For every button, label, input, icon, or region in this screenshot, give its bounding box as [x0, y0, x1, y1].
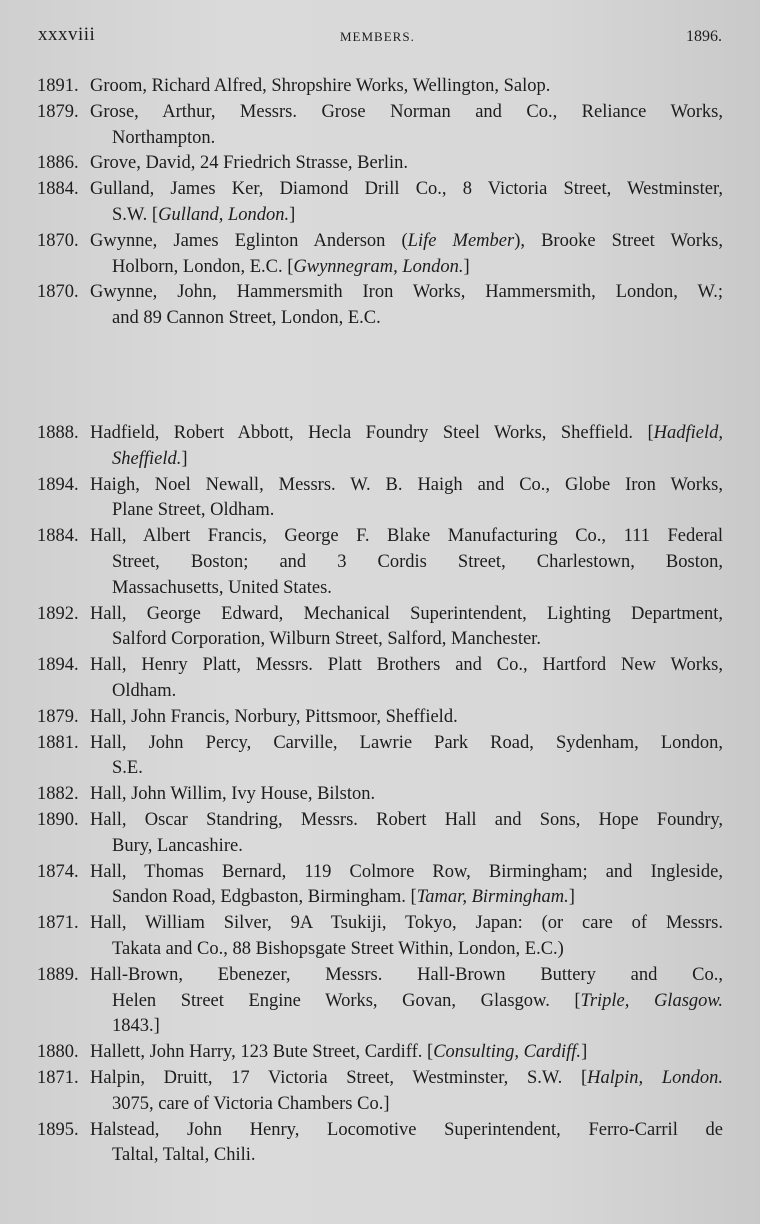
entry-line: 3075, care of Victoria Chambers Co.] — [112, 1093, 390, 1114]
election-year: 1892. — [37, 603, 79, 624]
entry-line: Grose, Arthur, Messrs. Grose Norman and Co., Reliance Works, — [90, 101, 723, 122]
entry-line: Hall, Henry Platt, Messrs. Platt Brothers and Co., Hartford New Works, — [90, 655, 723, 676]
member-entry — [37, 808, 723, 860]
entry-line: Hall, Thomas Bernard, 119 Colmore Row, Birmingham; and Ingleside, — [90, 861, 723, 882]
election-year: 1879. — [37, 706, 79, 727]
entry-line: Hallett, John Harry, 123 Bute Street, Cardiff. [Consulting, Cardiff.] — [90, 1042, 588, 1063]
member-entry — [37, 1118, 723, 1170]
telegraphic-address: Tamar, Birmingham. — [416, 887, 569, 908]
election-year: 1884. — [37, 526, 79, 547]
election-year: 1881. — [37, 732, 79, 753]
entry-line: Sandon Road, Edgbaston, Birmingham. [Tamar, Birmingham.] — [112, 887, 575, 908]
entry-line: Plane Street, Oldham. — [112, 500, 275, 521]
member-entry — [37, 911, 723, 963]
member-entry — [37, 229, 723, 281]
election-year: 1891. — [37, 76, 79, 96]
entry-line: Hall-Brown, Ebenezer, Messrs. Hall-Brown Buttery and Co., — [90, 964, 723, 985]
entry-line: Helen Street Engine Works, Govan, Glasgow. [Triple, Glasgow. — [112, 990, 723, 1011]
election-year: 1886. — [37, 153, 79, 174]
entry-line: Gwynne, James Eglinton Anderson (Life Member), Brooke Street Works, — [90, 230, 723, 251]
election-year: 1894. — [37, 655, 79, 676]
telegraphic-address: Triple, Glasgow. — [580, 990, 723, 1011]
entry-line: S.W. [Gulland, London.] — [112, 204, 296, 225]
telegraphic-address: Halpin, London. — [587, 1067, 723, 1088]
entry-line: 1843.] — [112, 1016, 160, 1037]
member-list-h — [37, 421, 723, 1169]
member-entry — [37, 74, 723, 100]
entry-line: Gwynne, John, Hammersmith Iron Works, Hammersmith, London, W.; — [90, 282, 723, 303]
entry-line: Hall, John Percy, Carville, Lawrie Park Road, Sydenham, London, — [90, 732, 723, 753]
entry-line: Street, Boston; and 3 Cordis Street, Charlestown, Boston, — [112, 551, 723, 572]
entry-line: Sheffield.] — [112, 448, 188, 469]
entry-line: Halstead, John Henry, Locomotive Superintendent, Ferro-Carril de — [90, 1119, 723, 1140]
member-entry — [37, 963, 723, 1040]
entry-line: Hall, Oscar Standring, Messrs. Robert Hall and Sons, Hope Foundry, — [90, 809, 723, 830]
member-entry — [37, 280, 723, 332]
election-year: 1870. — [37, 230, 79, 251]
entry-line: and 89 Cannon Street, London, E.C. — [112, 308, 381, 329]
page-number: xxxviii — [38, 24, 96, 45]
entry-line: Hall, Albert Francis, George F. Blake Manufacturing Co., 111 Federal — [90, 526, 723, 547]
telegraphic-address: Consulting, Cardiff. — [433, 1042, 582, 1063]
member-entry — [37, 653, 723, 705]
member-entry — [37, 705, 723, 731]
election-year: 1890. — [37, 809, 79, 830]
entry-line: Takata and Co., 88 Bishopsgate Street Within, London, E.C.) — [112, 938, 564, 959]
member-entry — [37, 524, 723, 601]
telegraphic-address: Sheffield. — [112, 448, 182, 469]
election-year: 1884. — [37, 179, 79, 200]
entry-line: Gulland, James Ker, Diamond Drill Co., 8 Victoria Street, Westminster, — [90, 179, 723, 200]
entry-line: Oldham. — [112, 680, 177, 701]
entry-line: Hall, John Francis, Norbury, Pittsmoor, Sheffield. — [90, 706, 458, 727]
entry-line: Bury, Lancashire. — [112, 835, 243, 856]
entry-line: S.E. — [112, 758, 143, 779]
entry-line: Grove, David, 24 Friedrich Strasse, Berlin. — [90, 153, 409, 174]
member-entry — [37, 473, 723, 525]
telegraphic-address: Life Member — [407, 230, 515, 251]
entry-line: Holborn, London, E.C. [Gwynnegram, London.] — [112, 256, 470, 277]
member-entry — [37, 782, 723, 808]
member-entry — [37, 151, 723, 177]
election-year: 1889. — [37, 964, 79, 985]
telegraphic-address: Gulland, London. — [158, 204, 290, 225]
election-year: 1880. — [37, 1042, 79, 1063]
member-entry — [37, 100, 723, 152]
member-entry — [37, 860, 723, 912]
member-entry — [37, 1040, 723, 1066]
election-year: 1874. — [37, 861, 79, 882]
member-entry — [37, 421, 723, 473]
election-year: 1888. — [37, 423, 79, 443]
election-year: 1871. — [37, 1067, 79, 1088]
telegraphic-address: Hadfield, — [653, 423, 723, 443]
entry-line: Salford Corporation, Wilburn Street, Salford, Manchester. — [112, 629, 541, 650]
telegraphic-address: Gwynnegram, London. — [293, 256, 464, 277]
member-entry — [37, 602, 723, 654]
member-entry — [37, 1066, 723, 1118]
entry-line: Hall, George Edward, Mechanical Superintendent, Lighting Department, — [90, 603, 723, 624]
member-entry — [37, 731, 723, 783]
election-year: 1895. — [37, 1119, 79, 1140]
election-year: 1871. — [37, 913, 79, 934]
election-year: 1894. — [37, 474, 79, 495]
entry-line: Halpin, Druitt, 17 Victoria Street, Westminster, S.W. [Halpin, London. — [90, 1067, 723, 1088]
entry-line: Northampton. — [112, 127, 216, 148]
entry-line: Taltal, Taltal, Chili. — [112, 1145, 256, 1166]
election-year: 1879. — [37, 101, 79, 122]
entry-line: Hadfield, Robert Abbott, Hecla Foundry Steel Works, Sheffield. [Hadfield, — [90, 423, 723, 443]
election-year: 1882. — [37, 784, 79, 805]
entry-line: Haigh, Noel Newall, Messrs. W. B. Haigh and Co., Globe Iron Works, — [90, 474, 723, 495]
member-list-g — [37, 74, 723, 332]
entry-line: Hall, William Silver, 9A Tsukiji, Tokyo, Japan: (or care of Messrs. — [90, 913, 723, 934]
entry-line: Massachusetts, United States. — [112, 577, 332, 598]
election-year: 1870. — [37, 282, 79, 303]
member-entry — [37, 177, 723, 229]
entry-line: Hall, John Willim, Ivy House, Bilston. — [90, 784, 376, 805]
entry-line: Groom, Richard Alfred, Shropshire Works, Wellington, Salop. — [90, 76, 551, 96]
running-year: 1896. — [686, 28, 722, 45]
running-title: MEMBERS. — [340, 29, 415, 44]
